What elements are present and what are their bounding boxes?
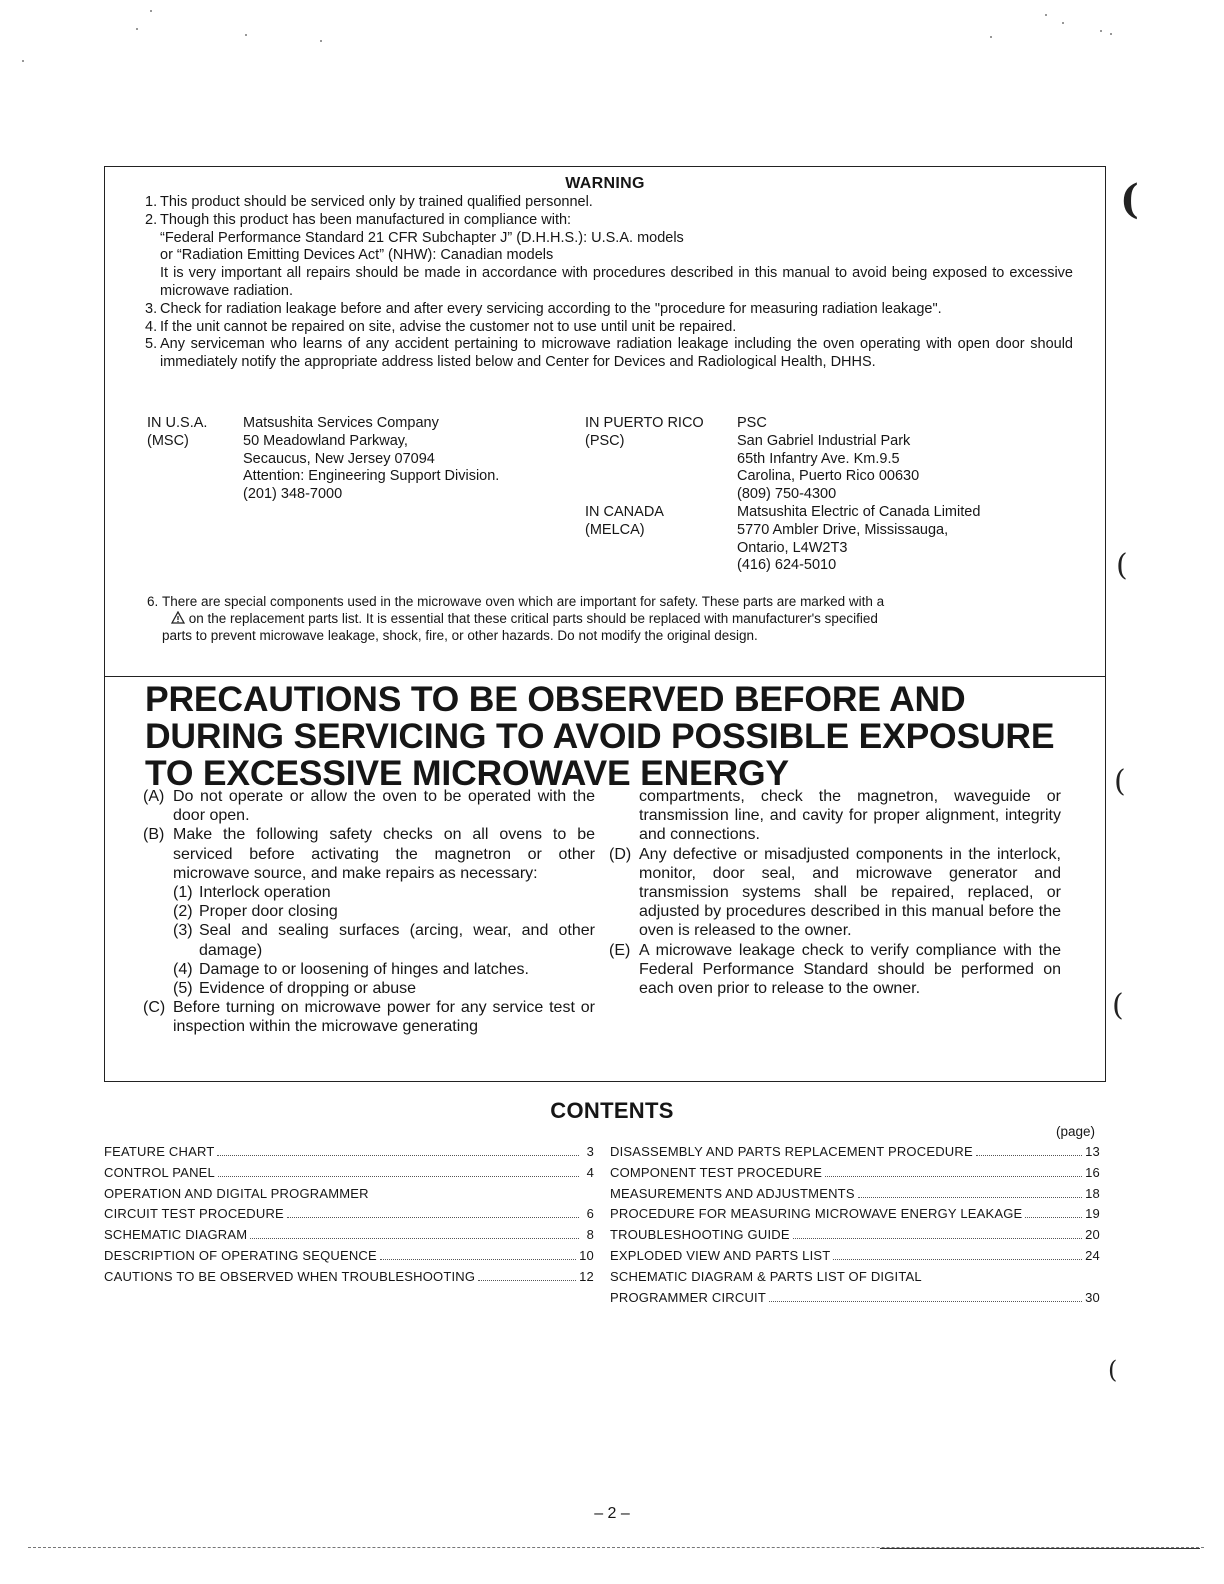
precaution-item-d: (D) Any defective or misadjusted components in the interlock, monitor, door seal, and microwave generator and transmission systems shall be repaired, replaced, or adjusted by procedures described in this manual before the oven is released to the owner. xyxy=(609,845,1061,940)
toc-entry[interactable]: PROCEDURE FOR MEASURING MICROWAVE ENERGY LEAKAGE 19 xyxy=(610,1206,1100,1222)
precaution-subitem: (5) Evidence of dropping or abuse xyxy=(173,980,417,998)
margin-binding-mark: ( xyxy=(1112,988,1124,1023)
contents-left-column xyxy=(104,1142,594,1288)
precaution-item-e: (E) A microwave leakage check to verify compliance with the Federal Performance Standard should be performed on each oven prior to release to the owner. xyxy=(609,941,1061,998)
toc-entry[interactable]: DISASSEMBLY AND PARTS REPLACEMENT PROCEDURE 13 xyxy=(610,1144,1100,1159)
margin-binding-mark: ( xyxy=(1120,176,1139,223)
toc-entry[interactable]: CAUTIONS TO BE OBSERVED WHEN TROUBLESHOOTING 12 xyxy=(104,1268,594,1284)
warning-item: 2. Though this product has been manufactured in compliance with: “Federal Performance Standard 21 CFR Subchapter J” (D.H.H.S.): U.S.A. models or “Radiation Emitting Devices Act” (NHW): Canadian models It is very important all repairs should be made in accordance with procedures described in this manual to avoid being exposed to excessive microwave radiation. xyxy=(145,211,1073,299)
toc-entry[interactable]: SCHEMATIC DIAGRAM & PARTS LIST OF DIGITAL xyxy=(610,1268,922,1284)
margin-binding-mark: ( xyxy=(1116,548,1128,583)
address-canada: IN CANADA (MELCA) Matsushita Electric of Canada Limited 5770 Ambler Drive, Mississauga, Ontario, L4W2T3 (416) 624-5010 xyxy=(585,504,981,574)
bottom-divider xyxy=(880,1548,1200,1549)
precaution-item-b: (B) Make the following safety checks on all ovens to be serviced before activating the magnetron or other microwave source, and make repairs as necessary: xyxy=(143,826,595,882)
warning-list xyxy=(145,194,1073,372)
precautions-right-column xyxy=(609,787,1061,998)
contents-title: CONTENTS xyxy=(550,1098,674,1123)
safety-triangle-icon xyxy=(171,611,185,624)
toc-entry[interactable]: EXPLODED VIEW AND PARTS LIST 24 xyxy=(610,1247,1100,1263)
precaution-subitem: (4) Damage to or loosening of hinges and latches. xyxy=(173,960,529,978)
toc-entry[interactable]: FEATURE CHART 3 xyxy=(104,1144,594,1159)
precaution-subitem: (3) Seal and sealing surfaces (arcing, wear, and other damage) xyxy=(173,922,595,959)
toc-entry[interactable]: PROGRAMMER CIRCUIT 30 xyxy=(610,1289,1100,1305)
toc-entry[interactable]: OPERATION AND DIGITAL PROGRAMMER xyxy=(104,1185,369,1201)
precautions-title: PRECAUTIONS TO BE OBSERVED BEFORE AND DURING SERVICING TO AVOID POSSIBLE EXPOSURE TO EXCESSIVE MICROWAVE ENERGY xyxy=(145,679,1055,793)
warning-item-6: 6. There are special components used in the microwave oven which are important for safety. These parts are marked with a on the replacement parts list. It is essential that these critical parts should be replaced with manufacturer's specified parts to prevent microwave leakage, shock, fire, or other hazards. Do not modify the original design. xyxy=(147,594,885,643)
precaution-subitem: (2) Proper door closing xyxy=(173,903,338,921)
precaution-subitem: (1) Interlock operation xyxy=(173,884,331,902)
toc-entry[interactable]: CONTROL PANEL 4 xyxy=(104,1164,594,1180)
warning-item: 3. Check for radiation leakage before and after every servicing according to the "procedure for measuring radiation leakage". xyxy=(145,300,942,317)
precautions-box xyxy=(104,676,1106,1082)
page-number: – 2 – xyxy=(594,1505,630,1522)
warning-item: 5. Any serviceman who learns of any accident pertaining to microwave radiation leakage including the oven operating with open door should immediately notify the appropriate address listed below and Center for Devices and Radiological Health, DHHS. xyxy=(145,336,1073,371)
address-usa: IN U.S.A. (MSC) Matsushita Services Company 50 Meadowland Parkway, Secaucus, New Jersey 07094 Attention: Engineering Support Division. (201) 348-7000 xyxy=(147,415,500,503)
precaution-item-a: (A) Do not operate or allow the oven to be operated with the door open. xyxy=(143,788,595,825)
precautions-left-column xyxy=(143,787,595,1037)
margin-binding-mark: ( xyxy=(1114,764,1126,799)
toc-entry[interactable]: DESCRIPTION OF OPERATING SEQUENCE 10 xyxy=(104,1247,594,1263)
address-puerto-rico: IN PUERTO RICO (PSC) PSC San Gabriel Industrial Park 65th Infantry Ave. Km.9.5 Carolina, Puerto Rico 00630 (809) 750-4300 xyxy=(585,415,920,503)
margin-binding-mark: ( xyxy=(1108,1356,1118,1384)
warning-item: 1. This product should be serviced only by trained qualified personnel. xyxy=(145,194,593,210)
precaution-item-c: (C) Before turning on microwave power for any service test or inspection within the microwave generating xyxy=(143,999,595,1036)
toc-entry[interactable]: SCHEMATIC DIAGRAM 8 xyxy=(104,1227,594,1243)
warning-title: WARNING xyxy=(565,175,645,192)
toc-entry[interactable]: COMPONENT TEST PROCEDURE 16 xyxy=(610,1164,1100,1180)
toc-entry[interactable]: TROUBLESHOOTING GUIDE 20 xyxy=(610,1227,1100,1243)
toc-entry[interactable]: CIRCUIT TEST PROCEDURE 6 xyxy=(104,1206,594,1222)
warning-box xyxy=(104,166,1106,676)
contents-right-column xyxy=(610,1142,1100,1308)
contents-page-label: (page) xyxy=(1056,1124,1096,1139)
precaution-item-c-continued: compartments, check the magnetron, waveguide or transmission line, and cavity for proper alignment, integrity and connections. xyxy=(639,788,1061,844)
toc-entry[interactable]: MEASUREMENTS AND ADJUSTMENTS 18 xyxy=(610,1185,1100,1201)
warning-item: 4. If the unit cannot be repaired on site, advise the customer not to use until unit be repaired. xyxy=(145,318,737,335)
